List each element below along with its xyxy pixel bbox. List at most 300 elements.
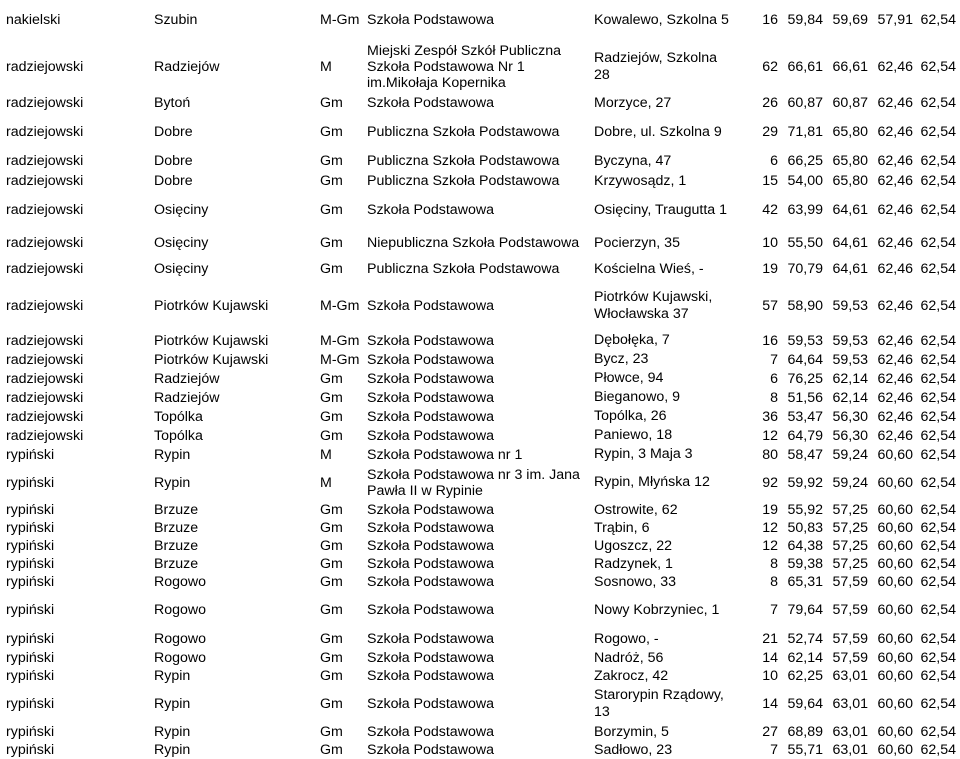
score-school-cell: 66,25 — [787, 153, 823, 169]
school-name-cell: Szkoła Podstawowa — [367, 408, 494, 425]
score-school-cell: 55,50 — [787, 235, 823, 251]
score-commune-cell: 59,53 — [832, 351, 868, 368]
score-region-cell: 62,54 — [920, 408, 956, 425]
commune-type-cell: Gm — [320, 173, 343, 189]
school-name-cell: Publiczna Szkoła Podstawowa — [367, 173, 560, 189]
commune-type-cell: M — [320, 58, 332, 75]
commune-cell: Brzuze — [154, 538, 199, 554]
address-cell: Trąbin, 6 — [594, 519, 650, 536]
score-commune-cell: 57,25 — [832, 556, 868, 572]
county-cell: nakielski — [6, 12, 61, 28]
table-row — [0, 426, 960, 445]
score-region-cell: 62,54 — [920, 298, 956, 314]
score-school-cell: 63,99 — [787, 202, 823, 218]
address-cell: Zakrocz, 42 — [594, 667, 669, 684]
commune-cell: Piotrków Kujawski — [154, 332, 269, 349]
students-cell: 10 — [762, 668, 778, 684]
score-county-cell: 60,60 — [877, 520, 913, 536]
commune-cell: Rogowo — [154, 602, 207, 618]
commune-cell: Rypin — [154, 724, 191, 740]
address-cell: Rypin, 3 Maja 3 — [594, 446, 693, 462]
students-cell: 57 — [762, 298, 778, 314]
school-name-cell: Szkoła Podstawowa — [367, 389, 494, 406]
students-cell: 12 — [762, 520, 778, 536]
score-county-cell: 62,46 — [877, 351, 913, 368]
commune-cell: Rogowo — [154, 631, 207, 647]
score-commune-cell: 57,25 — [832, 502, 868, 518]
county-cell: radziejowski — [6, 370, 84, 387]
score-region-cell: 62,54 — [920, 389, 956, 406]
school-name-cell: Publiczna Szkoła Podstawowa — [367, 261, 560, 277]
score-region-cell: 62,54 — [920, 474, 956, 491]
county-cell: rypiński — [6, 631, 55, 647]
table-row — [0, 93, 960, 113]
score-county-cell: 60,60 — [877, 631, 913, 647]
students-cell: 19 — [762, 261, 778, 277]
score-region-cell: 62,54 — [920, 173, 956, 189]
commune-type-cell: Gm — [320, 696, 343, 712]
score-county-cell: 62,46 — [877, 389, 913, 406]
score-school-cell: 70,79 — [787, 261, 823, 277]
commune-cell: Piotrków Kujawski — [154, 298, 269, 314]
students-cell: 19 — [762, 502, 778, 518]
score-county-cell: 62,46 — [877, 124, 913, 140]
score-region-cell: 62,54 — [920, 124, 956, 140]
county-cell: radziejowski — [6, 389, 84, 406]
score-county-cell: 60,60 — [877, 538, 913, 554]
commune-cell: Osięciny — [154, 235, 209, 251]
score-commune-cell: 63,01 — [832, 696, 868, 712]
school-name-cell: Szkoła Podstawowa nr 1 — [367, 446, 523, 463]
commune-type-cell: Gm — [320, 520, 343, 536]
commune-type-cell: Gm — [320, 235, 343, 251]
score-school-cell: 51,56 — [787, 389, 823, 406]
score-region-cell: 62,54 — [920, 370, 956, 387]
score-county-cell: 62,46 — [877, 153, 913, 169]
commune-type-cell: M-Gm — [320, 298, 360, 314]
school-name-cell: Szkoła Podstawowa — [367, 538, 494, 554]
score-region-cell: 62,54 — [920, 427, 956, 444]
score-school-cell: 60,87 — [787, 95, 823, 111]
commune-cell: Dobre — [154, 124, 193, 140]
students-cell: 29 — [762, 124, 778, 140]
students-cell: 16 — [762, 12, 778, 28]
commune-cell: Rogowo — [154, 574, 207, 590]
address-cell: Sadłowo, 23 — [594, 741, 673, 758]
school-name-cell: Szkoła Podstawowa — [367, 602, 494, 618]
students-cell: 62 — [762, 58, 778, 75]
score-commune-cell: 66,61 — [832, 58, 868, 75]
county-cell: radziejowski — [6, 95, 84, 111]
county-cell: radziejowski — [6, 408, 84, 425]
school-name-cell: Publiczna Szkoła Podstawowa — [367, 153, 560, 169]
county-cell: rypiński — [6, 502, 55, 518]
students-cell: 27 — [762, 724, 778, 740]
score-county-cell: 60,60 — [877, 574, 913, 590]
commune-cell: Rypin — [154, 446, 191, 463]
commune-cell: Topólka — [154, 427, 203, 444]
score-region-cell: 62,54 — [920, 58, 956, 75]
score-region-cell: 62,54 — [920, 446, 956, 463]
county-cell: rypiński — [6, 538, 55, 554]
score-school-cell: 53,47 — [787, 408, 823, 425]
table-row — [0, 151, 960, 171]
score-commune-cell: 63,01 — [832, 668, 868, 684]
score-county-cell: 62,46 — [877, 173, 913, 189]
score-school-cell: 59,92 — [787, 474, 823, 491]
commune-type-cell: Gm — [320, 389, 343, 406]
score-school-cell: 58,90 — [787, 298, 823, 314]
commune-cell: Osięciny — [154, 261, 209, 277]
school-name-cell: Szkoła Podstawowa — [367, 574, 494, 590]
score-region-cell: 62,54 — [920, 650, 956, 666]
students-cell: 8 — [770, 556, 778, 572]
students-cell: 6 — [770, 153, 778, 169]
address-cell: Radziejów, Szkolna 28 — [594, 49, 718, 83]
county-cell: radziejowski — [6, 202, 84, 218]
score-commune-cell: 60,87 — [832, 95, 868, 111]
address-cell: Paniewo, 18 — [594, 427, 673, 443]
score-commune-cell: 62,14 — [832, 389, 868, 406]
commune-type-cell: Gm — [320, 668, 343, 684]
score-county-cell: 60,60 — [877, 650, 913, 666]
score-commune-cell: 65,80 — [832, 124, 868, 140]
commune-cell: Radziejów — [154, 389, 220, 406]
score-county-cell: 60,60 — [877, 668, 913, 684]
table-row — [0, 257, 960, 281]
score-commune-cell: 57,59 — [832, 631, 868, 647]
school-name-cell: Szkoła Podstawowa — [367, 668, 494, 684]
score-commune-cell: 64,61 — [832, 261, 868, 277]
score-commune-cell: 57,25 — [832, 520, 868, 536]
score-county-cell: 62,46 — [877, 202, 913, 218]
school-name-cell: Szkoła Podstawowa nr 3 im. Jana Pawła II w Rypinie — [367, 466, 580, 499]
address-cell: Radzynek, 1 — [594, 555, 673, 572]
address-cell: Ugoszcz, 22 — [594, 537, 673, 554]
county-cell: rypiński — [6, 742, 55, 758]
address-cell: Sosnowo, 33 — [594, 573, 677, 590]
score-county-cell: 62,46 — [877, 95, 913, 111]
address-cell: Starorypin Rządowy, 13 — [594, 687, 724, 720]
score-commune-cell: 57,59 — [832, 574, 868, 590]
address-cell: Rypin, Młyńska 12 — [594, 474, 710, 490]
commune-cell: Brzuze — [154, 520, 199, 536]
score-school-cell: 59,38 — [787, 556, 823, 572]
table-row — [0, 369, 960, 388]
score-county-cell: 57,91 — [877, 12, 913, 28]
score-commune-cell: 59,69 — [832, 12, 868, 28]
score-county-cell: 60,60 — [877, 474, 913, 491]
county-cell: rypiński — [6, 668, 55, 684]
score-region-cell: 62,54 — [920, 724, 956, 740]
address-cell: Topólka, 26 — [594, 408, 667, 424]
score-county-cell: 60,60 — [877, 602, 913, 618]
address-cell: Płowce, 94 — [594, 370, 664, 386]
commune-type-cell: Gm — [320, 370, 343, 387]
commune-type-cell: Gm — [320, 427, 343, 444]
address-cell: Byczyna, 47 — [594, 152, 672, 169]
table-row — [0, 171, 960, 191]
commune-cell: Topólka — [154, 408, 203, 425]
commune-type-cell: Gm — [320, 408, 343, 425]
school-name-cell: Szkoła Podstawowa — [367, 332, 494, 349]
commune-type-cell: Gm — [320, 650, 343, 666]
school-name-cell: Szkoła Podstawowa — [367, 351, 494, 368]
students-cell: 26 — [762, 95, 778, 111]
commune-type-cell: M-Gm — [320, 12, 360, 28]
commune-cell: Osięciny — [154, 202, 209, 218]
table-row — [0, 667, 960, 685]
score-commune-cell: 56,30 — [832, 427, 868, 444]
students-cell: 8 — [770, 389, 778, 406]
commune-type-cell: Gm — [320, 153, 343, 169]
score-school-cell: 62,25 — [787, 668, 823, 684]
students-cell: 14 — [762, 696, 778, 712]
score-commune-cell: 59,53 — [832, 332, 868, 349]
school-name-cell: Szkoła Podstawowa — [367, 298, 494, 314]
county-cell: rypiński — [6, 650, 55, 666]
school-name-cell: Szkoła Podstawowa — [367, 556, 494, 572]
address-cell: Kowalewo, Szkolna 5 — [594, 11, 729, 28]
commune-type-cell: Gm — [320, 124, 343, 140]
table-row — [0, 741, 960, 759]
commune-type-cell: Gm — [320, 556, 343, 572]
score-region-cell: 62,54 — [920, 202, 956, 218]
score-school-cell: 59,64 — [787, 696, 823, 712]
table-row — [0, 629, 960, 649]
students-cell: 16 — [762, 332, 778, 349]
address-cell: Bycz, 23 — [594, 351, 649, 367]
commune-cell: Dobre — [154, 173, 193, 189]
county-cell: radziejowski — [6, 173, 84, 189]
score-county-cell: 60,60 — [877, 502, 913, 518]
score-region-cell: 62,54 — [920, 631, 956, 647]
score-county-cell: 62,46 — [877, 408, 913, 425]
county-cell: radziejowski — [6, 332, 84, 349]
table-row — [0, 40, 960, 93]
students-cell: 10 — [762, 235, 778, 251]
score-school-cell: 65,31 — [787, 574, 823, 590]
students-cell: 12 — [762, 427, 778, 444]
score-county-cell: 62,46 — [877, 261, 913, 277]
school-name-cell: Szkoła Podstawowa — [367, 427, 494, 444]
students-cell: 92 — [762, 474, 778, 491]
commune-type-cell: M — [320, 446, 332, 463]
score-commune-cell: 59,53 — [832, 298, 868, 314]
score-school-cell: 55,71 — [787, 742, 823, 758]
county-cell: radziejowski — [6, 235, 84, 251]
table-row — [0, 0, 960, 40]
table-row — [0, 113, 960, 151]
students-cell: 15 — [762, 173, 778, 189]
commune-cell: Brzuze — [154, 556, 199, 572]
table-row — [0, 191, 960, 229]
score-commune-cell: 63,01 — [832, 742, 868, 758]
commune-type-cell: Gm — [320, 95, 343, 111]
score-county-cell: 60,60 — [877, 446, 913, 463]
county-cell: rypiński — [6, 474, 55, 491]
score-commune-cell: 57,59 — [832, 650, 868, 666]
score-county-cell: 62,46 — [877, 58, 913, 75]
county-cell: rypiński — [6, 724, 55, 740]
score-school-cell: 64,38 — [787, 538, 823, 554]
score-county-cell: 62,46 — [877, 427, 913, 444]
score-county-cell: 62,46 — [877, 298, 913, 314]
address-cell: Rogowo, - — [594, 630, 659, 647]
score-commune-cell: 57,59 — [832, 602, 868, 618]
commune-type-cell: M-Gm — [320, 332, 360, 349]
score-school-cell: 59,84 — [787, 12, 823, 28]
county-cell: radziejowski — [6, 261, 84, 277]
score-county-cell: 60,60 — [877, 696, 913, 712]
students-cell: 12 — [762, 538, 778, 554]
score-commune-cell: 62,14 — [832, 370, 868, 387]
score-region-cell: 62,54 — [920, 261, 956, 277]
county-cell: radziejowski — [6, 298, 84, 314]
table-row — [0, 591, 960, 629]
table-row — [0, 331, 960, 350]
commune-type-cell: Gm — [320, 724, 343, 740]
commune-cell: Rypin — [154, 668, 191, 684]
commune-type-cell: Gm — [320, 742, 343, 758]
table-row — [0, 350, 960, 369]
score-region-cell: 62,54 — [920, 538, 956, 554]
score-school-cell: 50,83 — [787, 520, 823, 536]
address-cell: Nowy Kobrzyniec, 1 — [594, 601, 720, 618]
address-cell: Bieganowo, 9 — [594, 389, 680, 405]
commune-type-cell: Gm — [320, 202, 343, 218]
score-region-cell: 62,54 — [920, 502, 956, 518]
table-row — [0, 407, 960, 426]
county-cell: rypiński — [6, 446, 55, 463]
school-name-cell: Szkoła Podstawowa — [367, 95, 494, 111]
students-cell: 42 — [762, 202, 778, 218]
table-row — [0, 519, 960, 537]
address-cell: Pocierzyn, 35 — [594, 234, 680, 251]
commune-type-cell: M-Gm — [320, 351, 360, 368]
score-region-cell: 62,54 — [920, 742, 956, 758]
address-cell: Nadróż, 56 — [594, 649, 664, 666]
commune-cell: Brzuze — [154, 502, 199, 518]
county-cell: radziejowski — [6, 124, 84, 140]
score-commune-cell: 57,25 — [832, 538, 868, 554]
score-commune-cell: 65,80 — [832, 153, 868, 169]
commune-cell: Radziejów — [154, 370, 220, 387]
table-row — [0, 464, 960, 501]
school-name-cell: Szkoła Podstawowa — [367, 742, 494, 758]
commune-type-cell: Gm — [320, 574, 343, 590]
commune-cell: Piotrków Kujawski — [154, 351, 269, 368]
commune-cell: Rypin — [154, 696, 191, 712]
students-cell: 7 — [770, 742, 778, 758]
score-county-cell: 60,60 — [877, 724, 913, 740]
school-name-cell: Miejski Zespół Szkół Publiczna Szkoła Podstawowa Nr 1 im.Mikołaja Kopernika — [367, 42, 561, 91]
county-cell: rypiński — [6, 574, 55, 590]
score-region-cell: 62,54 — [920, 153, 956, 169]
county-cell: radziejowski — [6, 58, 84, 75]
score-region-cell: 62,54 — [920, 602, 956, 618]
score-school-cell: 79,64 — [787, 602, 823, 618]
score-commune-cell: 59,24 — [832, 474, 868, 491]
students-cell: 21 — [762, 631, 778, 647]
address-cell: Borzymin, 5 — [594, 723, 669, 740]
commune-cell: Bytoń — [154, 95, 191, 111]
score-commune-cell: 64,61 — [832, 235, 868, 251]
score-region-cell: 62,54 — [920, 332, 956, 349]
score-school-cell: 64,64 — [787, 351, 823, 368]
score-school-cell: 55,92 — [787, 502, 823, 518]
table-row — [0, 229, 960, 257]
address-cell: Dobre, ul. Szkolna 9 — [594, 123, 722, 140]
county-cell: radziejowski — [6, 427, 84, 444]
school-name-cell: Szkoła Podstawowa — [367, 520, 494, 536]
county-cell: rypiński — [6, 696, 55, 712]
school-name-cell: Szkoła Podstawowa — [367, 696, 494, 712]
table-row — [0, 501, 960, 519]
table-row — [0, 573, 960, 591]
score-school-cell: 54,00 — [787, 173, 823, 189]
school-name-cell: Szkoła Podstawowa — [367, 502, 494, 518]
score-region-cell: 62,54 — [920, 12, 956, 28]
commune-type-cell: M — [320, 474, 332, 491]
students-cell: 7 — [770, 351, 778, 368]
students-cell: 6 — [770, 370, 778, 387]
address-cell: Osięciny, Traugutta 1 — [594, 201, 728, 218]
score-commune-cell: 59,24 — [832, 446, 868, 463]
table-row — [0, 685, 960, 723]
score-county-cell: 62,46 — [877, 235, 913, 251]
address-cell: Dębołęka, 7 — [594, 332, 670, 348]
score-commune-cell: 64,61 — [832, 202, 868, 218]
score-county-cell: 62,46 — [877, 370, 913, 387]
address-cell: Ostrowite, 62 — [594, 501, 678, 518]
score-region-cell: 62,54 — [920, 556, 956, 572]
score-region-cell: 62,54 — [920, 235, 956, 251]
commune-cell: Radziejów — [154, 58, 220, 75]
score-school-cell: 59,53 — [787, 332, 823, 349]
score-county-cell: 62,46 — [877, 332, 913, 349]
score-region-cell: 62,54 — [920, 351, 956, 368]
score-school-cell: 62,14 — [787, 650, 823, 666]
commune-cell: Dobre — [154, 153, 193, 169]
county-cell: rypiński — [6, 602, 55, 618]
score-county-cell: 60,60 — [877, 556, 913, 572]
table-row — [0, 445, 960, 464]
county-cell: radziejowski — [6, 351, 84, 368]
school-name-cell: Szkoła Podstawowa — [367, 370, 494, 387]
commune-type-cell: Gm — [320, 538, 343, 554]
school-name-cell: Niepubliczna Szkoła Podstawowa — [367, 235, 580, 251]
table-row — [0, 649, 960, 667]
county-cell: radziejowski — [6, 153, 84, 169]
score-school-cell: 68,89 — [787, 724, 823, 740]
score-school-cell: 64,79 — [787, 427, 823, 444]
score-region-cell: 62,54 — [920, 520, 956, 536]
score-school-cell: 58,47 — [787, 446, 823, 463]
score-school-cell: 52,74 — [787, 631, 823, 647]
county-cell: rypiński — [6, 556, 55, 572]
school-name-cell: Szkoła Podstawowa — [367, 650, 494, 666]
county-cell: rypiński — [6, 520, 55, 536]
students-cell: 14 — [762, 650, 778, 666]
score-commune-cell: 63,01 — [832, 724, 868, 740]
table-row — [0, 555, 960, 573]
school-name-cell: Szkoła Podstawowa — [367, 724, 494, 740]
table-row — [0, 281, 960, 331]
students-cell: 8 — [770, 574, 778, 590]
school-name-cell: Szkoła Podstawowa — [367, 202, 494, 218]
score-region-cell: 62,54 — [920, 95, 956, 111]
